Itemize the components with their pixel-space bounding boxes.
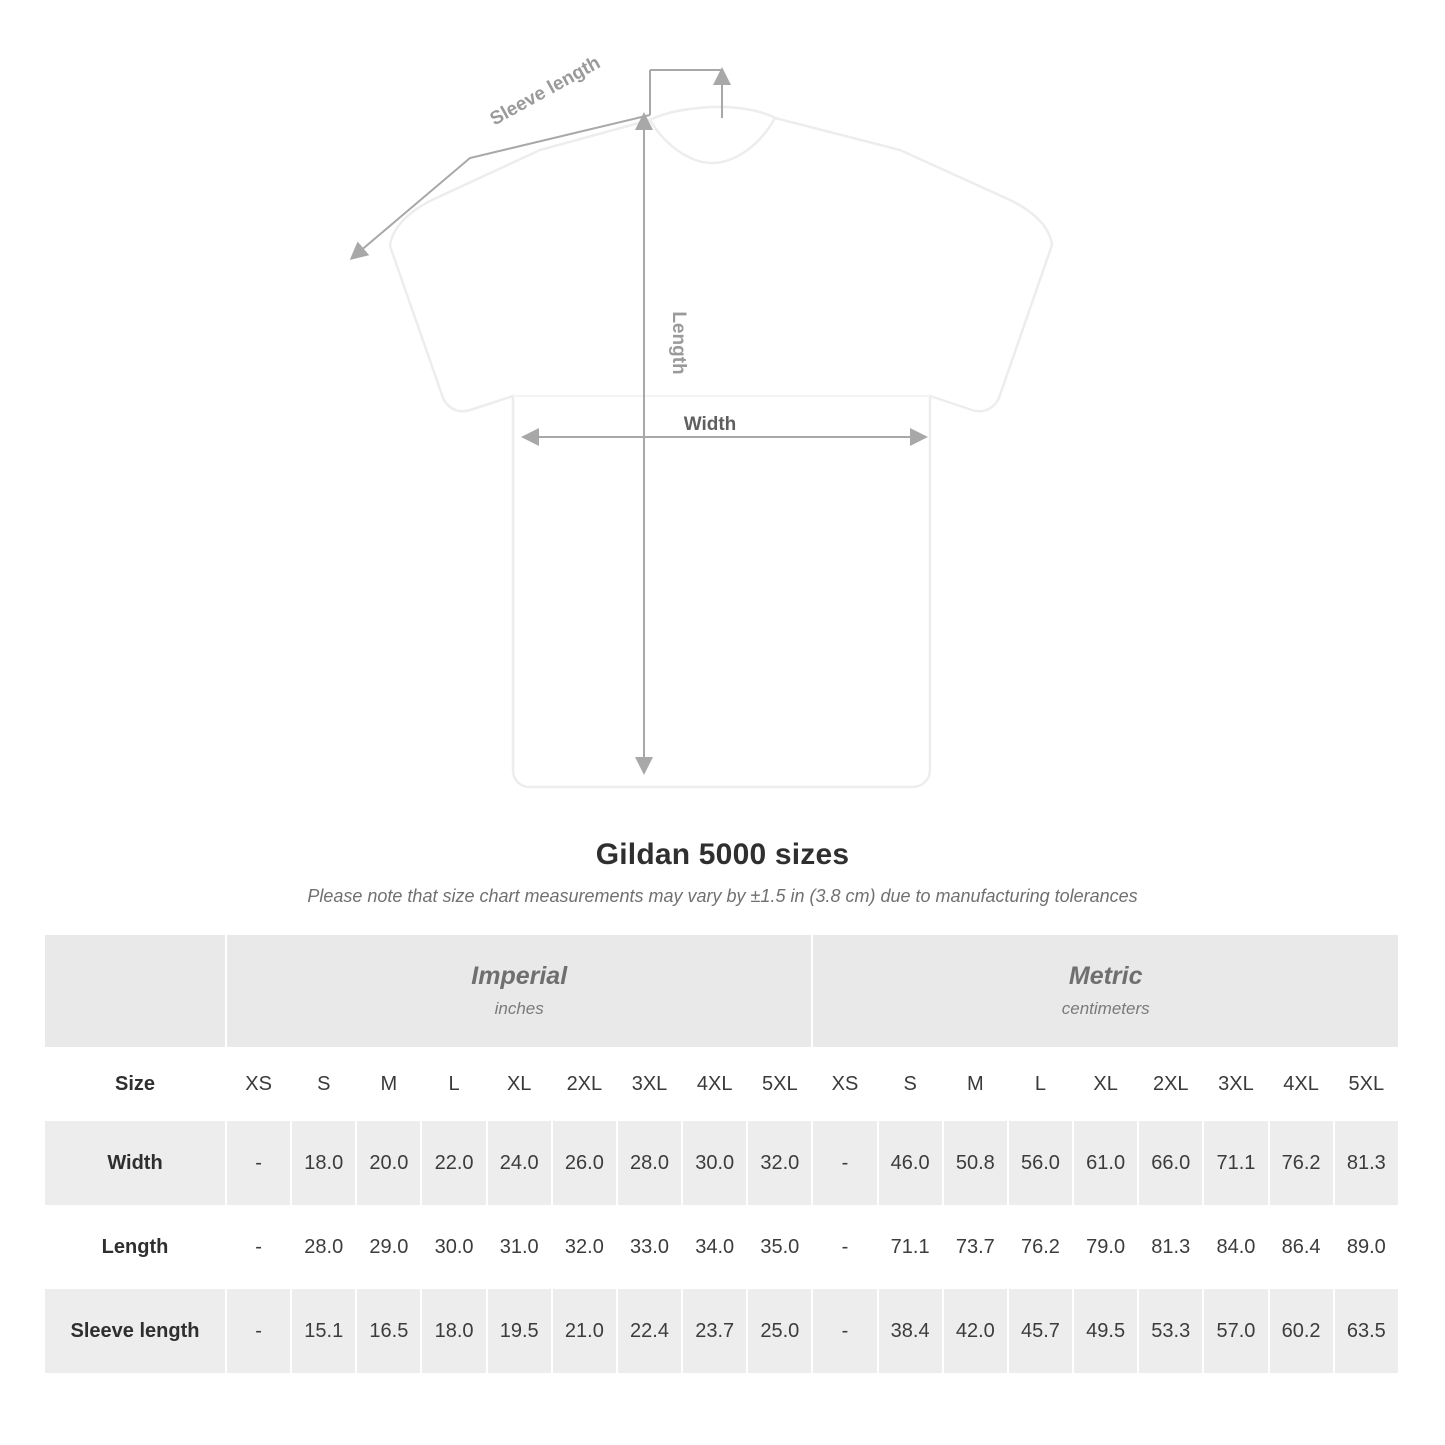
size-col-metric-s: S — [878, 1047, 943, 1121]
size-table-wrap — [45, 935, 1400, 1373]
row-header-label: Size — [45, 1047, 226, 1121]
size-col-metric-3xl: 3XL — [1203, 1047, 1268, 1121]
cell-sleeve-imperial-xl: 19.5 — [487, 1289, 552, 1373]
cell-length-metric-2xl: 81.3 — [1138, 1205, 1203, 1289]
unit-group-metric-name: Metric — [1068, 962, 1143, 991]
cell-sleeve-imperial-4xl: 23.7 — [682, 1289, 747, 1373]
cell-length-imperial-xl: 31.0 — [487, 1205, 552, 1289]
cell-width-imperial-xs: - — [226, 1121, 291, 1205]
cell-width-imperial-2xl: 26.0 — [552, 1121, 617, 1205]
cell-sleeve-imperial-xs: - — [226, 1289, 291, 1373]
cell-width-metric-3xl: 71.1 — [1203, 1121, 1268, 1205]
unit-header-spacer — [45, 935, 226, 1047]
size-header-row — [45, 1047, 1399, 1121]
unit-group-metric — [812, 935, 1399, 1047]
unit-group-imperial-sub: inches — [494, 998, 544, 1018]
table-row — [45, 1121, 1399, 1205]
cell-width-metric-xs: - — [812, 1121, 877, 1205]
unit-header-row — [45, 935, 1399, 1047]
cell-length-metric-3xl: 84.0 — [1203, 1205, 1268, 1289]
page-title: Gildan 5000 sizes — [595, 838, 850, 871]
row-label-sleeve-length: Sleeve length — [45, 1289, 226, 1373]
length-label: Length — [668, 311, 689, 375]
cell-width-metric-s: 46.0 — [878, 1121, 943, 1205]
cell-width-imperial-l: 22.0 — [421, 1121, 486, 1205]
row-label-width: Width — [45, 1121, 226, 1205]
size-col-imperial-4xl: 4XL — [682, 1047, 747, 1121]
size-col-imperial-5xl: 5XL — [747, 1047, 812, 1121]
cell-sleeve-imperial-5xl: 25.0 — [747, 1289, 812, 1373]
cell-length-imperial-s: 28.0 — [291, 1205, 356, 1289]
sleeve-length-label: Sleeve length — [486, 52, 604, 131]
cell-sleeve-metric-5xl: 63.5 — [1334, 1289, 1399, 1373]
size-table — [45, 935, 1400, 1373]
unit-group-imperial — [226, 935, 812, 1047]
tolerance-note: Please note that size chart measurements may vary by ±1.5 in (3.8 cm) due to manufacturing tolerances — [307, 886, 1138, 906]
size-col-metric-m: M — [943, 1047, 1008, 1121]
size-col-metric-5xl: 5XL — [1334, 1047, 1399, 1121]
size-col-imperial-3xl: 3XL — [617, 1047, 682, 1121]
cell-width-imperial-xl: 24.0 — [487, 1121, 552, 1205]
cell-length-imperial-l: 30.0 — [421, 1205, 486, 1289]
cell-length-imperial-5xl: 35.0 — [747, 1205, 812, 1289]
unit-group-metric-sub: centimeters — [1061, 998, 1150, 1018]
cell-length-imperial-4xl: 34.0 — [682, 1205, 747, 1289]
size-col-imperial-xl: XL — [487, 1047, 552, 1121]
tshirt-shape — [390, 107, 1052, 787]
cell-width-imperial-3xl: 28.0 — [617, 1121, 682, 1205]
cell-length-metric-5xl: 89.0 — [1334, 1205, 1399, 1289]
size-col-imperial-2xl: 2XL — [552, 1047, 617, 1121]
cell-length-metric-m: 73.7 — [943, 1205, 1008, 1289]
cell-length-imperial-xs: - — [226, 1205, 291, 1289]
cell-sleeve-imperial-m: 16.5 — [356, 1289, 421, 1373]
cell-width-metric-m: 50.8 — [943, 1121, 1008, 1205]
cell-sleeve-metric-s: 38.4 — [878, 1289, 943, 1373]
cell-width-metric-5xl: 81.3 — [1334, 1121, 1399, 1205]
cell-length-metric-s: 71.1 — [878, 1205, 943, 1289]
cell-sleeve-imperial-l: 18.0 — [421, 1289, 486, 1373]
row-label-length: Length — [45, 1205, 226, 1289]
size-col-imperial-s: S — [291, 1047, 356, 1121]
size-col-metric-4xl: 4XL — [1269, 1047, 1334, 1121]
cell-length-imperial-m: 29.0 — [356, 1205, 421, 1289]
cell-width-imperial-5xl: 32.0 — [747, 1121, 812, 1205]
cell-sleeve-metric-2xl: 53.3 — [1138, 1289, 1203, 1373]
size-col-metric-2xl: 2XL — [1138, 1047, 1203, 1121]
cell-length-metric-l: 76.2 — [1008, 1205, 1073, 1289]
cell-width-metric-l: 56.0 — [1008, 1121, 1073, 1205]
cell-length-imperial-3xl: 33.0 — [617, 1205, 682, 1289]
size-col-metric-l: L — [1008, 1047, 1073, 1121]
cell-sleeve-metric-xs: - — [812, 1289, 877, 1373]
size-col-imperial-xs: XS — [226, 1047, 291, 1121]
cell-sleeve-imperial-2xl: 21.0 — [552, 1289, 617, 1373]
cell-width-imperial-m: 20.0 — [356, 1121, 421, 1205]
cell-length-imperial-2xl: 32.0 — [552, 1205, 617, 1289]
cell-width-imperial-4xl: 30.0 — [682, 1121, 747, 1205]
cell-length-metric-xs: - — [812, 1205, 877, 1289]
cell-sleeve-metric-l: 45.7 — [1008, 1289, 1073, 1373]
size-col-metric-xl: XL — [1073, 1047, 1138, 1121]
cell-sleeve-metric-m: 42.0 — [943, 1289, 1008, 1373]
cell-width-metric-4xl: 76.2 — [1269, 1121, 1334, 1205]
width-label: Width — [683, 414, 737, 435]
cell-width-metric-xl: 61.0 — [1073, 1121, 1138, 1205]
size-col-metric-xs: XS — [812, 1047, 877, 1121]
table-row — [45, 1289, 1399, 1373]
table-row — [45, 1205, 1399, 1289]
unit-group-imperial-name: Imperial — [471, 962, 568, 991]
size-col-imperial-m: M — [356, 1047, 421, 1121]
size-col-imperial-l: L — [421, 1047, 486, 1121]
cell-sleeve-metric-3xl: 57.0 — [1203, 1289, 1268, 1373]
cell-sleeve-imperial-3xl: 22.4 — [617, 1289, 682, 1373]
cell-length-metric-4xl: 86.4 — [1269, 1205, 1334, 1289]
cell-length-metric-xl: 79.0 — [1073, 1205, 1138, 1289]
cell-width-metric-2xl: 66.0 — [1138, 1121, 1203, 1205]
cell-sleeve-metric-xl: 49.5 — [1073, 1289, 1138, 1373]
cell-sleeve-imperial-s: 15.1 — [291, 1289, 356, 1373]
cell-width-imperial-s: 18.0 — [291, 1121, 356, 1205]
cell-sleeve-metric-4xl: 60.2 — [1269, 1289, 1334, 1373]
title-block — [0, 838, 1445, 907]
